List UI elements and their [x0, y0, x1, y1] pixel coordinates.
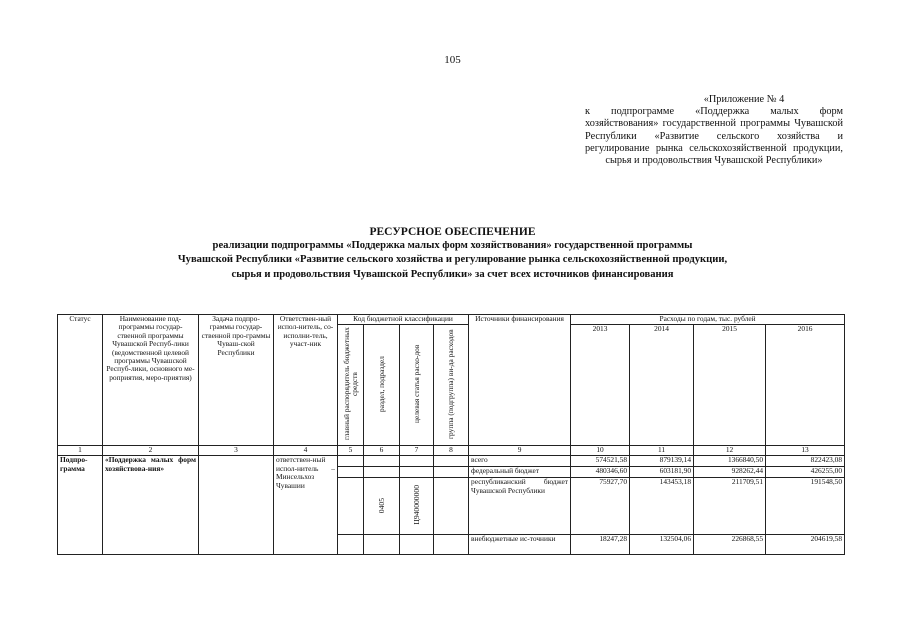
heading-line-1: реализации подпрограммы «Поддержка малых форм хозяйствования» государственной программы [212, 240, 693, 251]
table-row [58, 456, 845, 467]
cell-group [434, 478, 469, 535]
value-cell: 1366840,50 [694, 456, 766, 467]
appendix-title: «Приложение № 4 [703, 94, 785, 105]
header-target-article: целевая статья расхо-дов [400, 325, 434, 446]
value-cell: 143453,18 [630, 478, 694, 535]
col-number: 3 [199, 446, 274, 456]
appendix-note [585, 94, 843, 167]
col-number: 6 [364, 446, 400, 456]
header-year-2015: 2015 [694, 325, 766, 446]
cell-section-code: 0405 [364, 478, 400, 535]
header-task: Задача подпро-граммы государ-ственной про-граммы Чуваш-ской Республики [199, 315, 274, 446]
col-number: 10 [571, 446, 630, 456]
col-number: 11 [630, 446, 694, 456]
row-status: Подпро-грамма [58, 456, 103, 555]
value-cell: 191548,50 [766, 478, 845, 535]
header-responsible: Ответствен-ный испол-нитель, со-исполни-тель, участ-ник [274, 315, 338, 446]
col-number: 5 [338, 446, 364, 456]
value-cell: 132504,06 [630, 535, 694, 555]
header-expenses: Расходы по годам, тыс. рублей [571, 315, 845, 325]
cell-group [434, 456, 469, 467]
row-responsible: ответствен-ный испол-нитель – Минсельхоз Чувашии [274, 456, 338, 555]
header-year-2016: 2016 [766, 325, 845, 446]
header-grbs: главный распорядитель бюджетных средств [338, 325, 364, 446]
document-heading [90, 226, 815, 281]
value-cell: 574521,58 [571, 456, 630, 467]
source-name: федеральный бюджет [469, 467, 571, 478]
source-name: внебюджетные ис-точники [469, 535, 571, 555]
col-number: 1 [58, 446, 103, 456]
cell-grbs [338, 467, 364, 478]
value-cell: 426255,00 [766, 467, 845, 478]
heading-main: РЕСУРСНОЕ ОБЕСПЕЧЕНИЕ [369, 226, 536, 238]
numbering-row [58, 446, 845, 456]
cell-target-code: Ц940000000 [400, 478, 434, 535]
col-number: 13 [766, 446, 845, 456]
heading-line-3: сырья и продовольствия Чувашской Республики» за счет всех источников финансирования [231, 268, 674, 280]
header-year-2014: 2014 [630, 325, 694, 446]
value-cell: 18247,28 [571, 535, 630, 555]
value-cell: 211709,51 [694, 478, 766, 535]
header-budget-code: Код бюджетной классификации [338, 315, 469, 325]
cell-section [364, 535, 400, 555]
cell-target [400, 535, 434, 555]
cell-group [434, 535, 469, 555]
cell-section [364, 467, 400, 478]
row-task [199, 456, 274, 555]
header-row-1 [58, 315, 845, 325]
page-number: 105 [444, 54, 461, 66]
value-cell: 879139,14 [630, 456, 694, 467]
header-status: Статус [58, 315, 103, 446]
cell-target [400, 467, 434, 478]
cell-grbs [338, 535, 364, 555]
header-year-2013: 2013 [571, 325, 630, 446]
header-section: раздел, подраздел [364, 325, 400, 446]
col-number: 9 [469, 446, 571, 456]
col-number: 7 [400, 446, 434, 456]
source-name: республиканский бюджет Чувашской Республики [469, 478, 571, 535]
cell-grbs [338, 456, 364, 467]
col-number: 12 [694, 446, 766, 456]
value-cell: 226868,55 [694, 535, 766, 555]
heading-line-2: Чувашской Республики «Развитие сельского хозяйства и регулирование рынка сельскохозяйственной продукции, [177, 254, 728, 266]
cell-target [400, 456, 434, 467]
col-number: 2 [103, 446, 199, 456]
value-cell: 204619,58 [766, 535, 845, 555]
header-name: Наименование под-программы государ-ственной программы Чувашской Респуб-лики (ведомственной целевой программы Чувашской Респуб-лики, основного ме-роприятия, меро-приятия) [103, 315, 199, 446]
header-expense-group: группа (подгруппа) ви-да расходов [434, 325, 469, 446]
cell-grbs [338, 478, 364, 535]
value-cell: 75927,70 [571, 478, 630, 535]
col-number: 8 [434, 446, 469, 456]
row-name: «Поддержка малых форм хозяйствова-ния» [103, 456, 199, 555]
value-cell: 822423,08 [766, 456, 845, 467]
col-number: 4 [274, 446, 338, 456]
appendix-body: к подпрограмме «Поддержка малых форм хозяйствования» государственной программы Чувашской Республики «Развитие сельского хозяйства и регулирование рынка сельскохозяйственной продукции, сырья и продовольствия Чувашской Республики» [585, 106, 843, 167]
value-cell: 480346,60 [571, 467, 630, 478]
source-name: всего [469, 456, 571, 467]
cell-section [364, 456, 400, 467]
value-cell: 928262,44 [694, 467, 766, 478]
cell-group [434, 467, 469, 478]
resource-table [57, 314, 845, 555]
header-sources: Источники финансирования [469, 315, 571, 446]
value-cell: 603181,90 [630, 467, 694, 478]
